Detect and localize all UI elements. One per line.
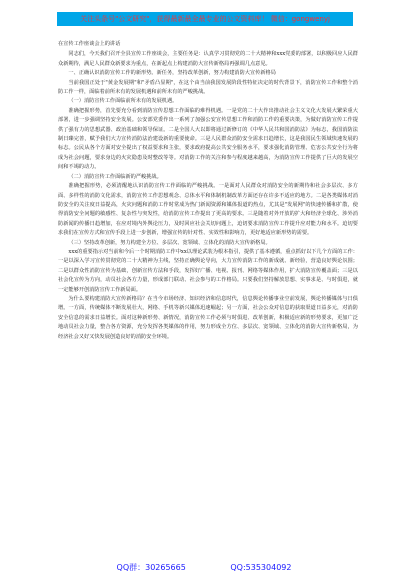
section-heading: 一、正确认识消防宣传工作的新形势。新任务，坚持改革创新，努力构建消防大宣传新格局 xyxy=(68,70,276,77)
footer-contact xyxy=(0,562,408,574)
header-banner: 关注头条号"公文研究"，获得最新最全最专业的公文资料库！ 微信：gongwenyj xyxy=(57,12,353,26)
paragraph: 准确把握形势，首先要充分看到消防宣传思想工作面临的难得机遇。一是党的二十大作出推动社会主义文化大发展大繁荣重大部署，进一步强调坚持安全发展。公安部党委作出一系列了加强公安宣传思想工作和消防工作的重要决策，为做好消防宣传工作提供了强有力的思想武器、政治基础和领导保证。二是全国人大以即将通过新修订的《中华人民共和国消防法》为标志，我国消防法制日臻完善，赋予我们大力宣传消防法治建设新的重要使命。三是人民群众消防安全需求日趋增长，这是我国民生领域快速发展的标志。公民从各个方面对安全提出了权益要求和主张，要求政府提高公共安全服务水平，要求强化消防管理、危害公共安全行为将成为社会问题，要求身边的火灾隐患及时整改等等。对消防工作的关注和参与程度越来越高，为消防宣传工作提供了巨大的发展空间和不竭的动力。 xyxy=(58,107,358,171)
paragraph: 当前我国正处于"黄金发展期"和"矛盾凸显期"，在这个由当前我国发展阶段性特征决定的时代背景下，消防宣传工作和整个消防工作一样，面临着前所未有的发展机遇和前所未有的严峻挑战。 xyxy=(58,79,358,96)
qq-text: QQ:535304092 xyxy=(230,563,292,572)
paragraph: xxx的重要指示对当前和今后一个时期消防工作中xx以理论武装为根本指引，提供了基本遵循，重点抓好以下几个方面的工作：一是以深入学习宣传贯彻党的二十大精神为主线，坚持正确舆论导向，大力宣传消防工作的新成就、新经验，营造良好舆论氛围；二是以群众性消防宣传为基础，创新宣传方法和手段，发挥好广播、电视、报刊、网络等媒体作用，扩大消防宣传覆盖面；三是以社会化宣传为方向，动员社会各方力量，形成部门联动、社会参与的工作格局。只要我们坚持解放思想、实事求是、与时俱进，就一定能够开创消防宣传工作新局面。 xyxy=(58,248,358,293)
paragraph: 同志们，今天我们召开全县宣传工作座谈会，主要任务是：认真学习贯彻党的二十大精神和xxx党委的部署，以积极回应人民群众新期待，满足人民群众新要求为重点，在新起点上构建消防大宣传新格局再强调几点意见。 xyxy=(58,51,358,67)
paragraph: 准确把握形势，必须清醒地认识消防宣传工作面临的严峻挑战。一是面对人民群众对消防安全的新期待和社会多层次、多方面、多样性的消防文化需求，消防宣传工作思想观念、总体水平和体制机制改革方面还存在许多不适应的地方。二是各类媒体对消防安全的关注度日益提高，火灾问题和消防工作时常成为热门新闻资源和媒体报道的热点，尤其是"发展网"的快速传播和扩散，使得消防安全问题的敏感性、复杂性与突发性，给消防宣传工作提出了更高的要求。三是随着对外开放的扩大和经济全球化、涉外消防新闻的传播日趋增加，在应对境内外舆论压力，及时回应社会关切问题上，迫切要求消防宣传工作提升应对能力和水平。迫切要求我们在宣传方式和宣传手段上进一步创新，增强宣传的针对性、实效性和影响力，更好地适应新形势的需要。 xyxy=(58,183,358,237)
subsection-heading: （一）消防宣传工作面临前所未有的发展机遇。 xyxy=(68,98,178,105)
qq-group-text: QQ群：30265665 xyxy=(116,563,186,572)
document-title: 在宣传工作座谈会上的讲话 xyxy=(58,41,121,47)
paragraph: 为什么要构建消防大宣传新格局？在当今市场经济、知识经济和信息时代，信息舆论传播事业空前发展，舆论传播媒体与日俱增。一方面，传统媒体不断发展壮大，网络、手机等新兴媒体迅速崛起；另一方面，社会公众对信息的获取渠道日益多元，对消防安全信息的需求日益增长。面对这种新形势、新情况，消防宣传工作必须与时俱进、改革创新，积极适应新的形势要求，更加广泛地动员社会力量，整合各方资源，充分发挥各类媒体的作用，努力形成全方位、多层次、宽领域、立体化的消防大宣传新格局，为经济社会又好又快发展创造良好的消防安全环境。 xyxy=(58,295,358,340)
subsection-heading: （二）消防宣传工作面临新的严峻挑战。 xyxy=(68,173,162,180)
subsection-heading: （三）坚持改革创新，努力构建全方位、多层次、宽领域、立体化的消防大宣传新格局。 xyxy=(68,239,271,246)
document-body xyxy=(58,40,358,556)
